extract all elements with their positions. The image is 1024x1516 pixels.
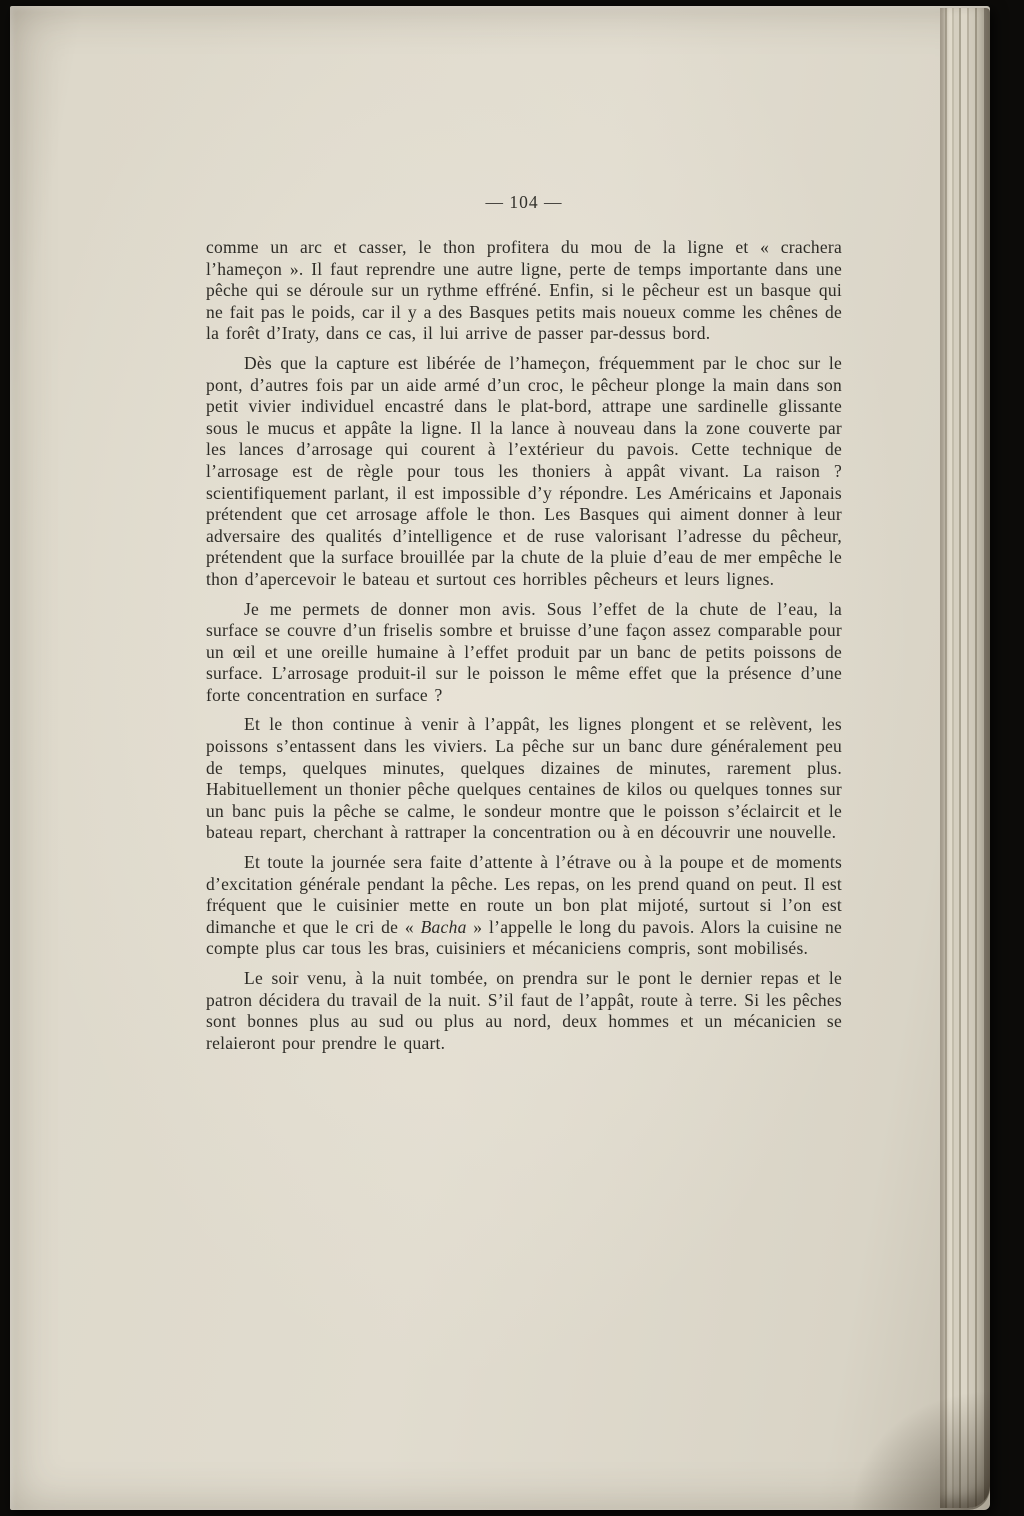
paragraph-2: Dès que la capture est libérée de l’hameçon, fréquemment par le choc sur le pont, d’autres fois par un aide armé d’un croc, le pêcheur plonge la main dans son petit vivier individuel encastré dans le plat-bord, attrape une sardinelle glissante sous le mucus et appâte la ligne. Il la lance à nouveau dans la zone couverte par les lances d’arrosage qui courent à l’extérieur du pavois. Cette technique de l’arrosage est de règle pour tous les thoniers à appât vivant. La raison ? scientifiquement parlant, il est impossible d’y répondre. Les Américains et Japonais prétendent que cet arrosage affole le thon. Les Basques qui aiment donner à leur adversaire des qualités d’intelligence et de ruse valorisant l’adresse du pêcheur, prétendent que la surface brouillée par la chute de la pluie d’eau de mer empêche le thon d’apercevoir le bateau et surtout ces horribles pêcheurs et leurs lignes. bbox=[206, 352, 842, 589]
boat-name-italic: Bacha bbox=[420, 916, 467, 937]
paragraph-1: comme un arc et casser, le thon profitera du mou de la ligne et « crachera l’hameçon ». Il faut reprendre une autre ligne, perte de temps importante dans une pêche qui se déroule sur un rythme effréné. Enfin, si le pêcheur est un basque qui ne fait pas le poids, car il y a des Basques petits mais noueux comme les chênes de la forêt d’Iraty, dans ce cas, il lui arrive de passer par-dessus bord. bbox=[206, 237, 842, 344]
paragraph-5-text-before: Et toute la journée sera faite d’attente à l’étrave ou à la poupe et de moments d’excitation générale pendant la pêche. Les repas, on les prend quand on peut. Il est fréquent que le cuisinier mette en route un bon plat mijoté, surtout si l’on est dimanche et que le cri de « bbox=[206, 852, 842, 937]
paragraph-4: Et le thon continue à venir à l’appât, les lignes plongent et se relèvent, les poissons s’entassent dans les viviers. La pêche sur un banc dure généralement peu de temps, quelques minutes, quelques dizaines de minutes, rarement plus. Habituellement un thonier pêche quelques centaines de kilos ou quelques tonnes sur un banc puis la pêche se calme, le sondeur montre que le poisson s’éclaircit et le bateau repart, cherchant à rattraper la concentration ou à en découvrir une nouvelle. bbox=[206, 714, 842, 843]
paragraph-5 bbox=[206, 852, 842, 960]
paragraph-5-text-after: » l’appelle le long du pavois. Alors la cuisine ne compte plus car tous les bras, cuisiniers et mécaniciens compris, sont mobilisés. bbox=[206, 916, 842, 959]
page-number: — 104 — bbox=[485, 192, 563, 212]
book-page-scan bbox=[10, 6, 990, 1510]
book-page-edges bbox=[940, 8, 990, 1508]
paragraph-6: Le soir venu, à la nuit tombée, on prendra sur le pont le dernier repas et le patron décidera du travail de la nuit. S’il faut de l’appât, route à terre. Si les pêches sont bonnes plus au sud ou plus au nord, deux hommes et un mécanicien se relaieront pour prendre le quart. bbox=[206, 968, 842, 1053]
paragraph-3: Je me permets de donner mon avis. Sous l’effet de la chute de l’eau, la surface se couvre d’un friselis sombre et bruisse d’une façon assez comparable pour un œil et une oreille humaine à l’effet produit par un banc de petits poissons de surface. L’arrosage produit-il sur le poisson le même effet que la présence d’une forte concentration en surface ? bbox=[206, 598, 842, 705]
page-content bbox=[206, 192, 842, 1054]
